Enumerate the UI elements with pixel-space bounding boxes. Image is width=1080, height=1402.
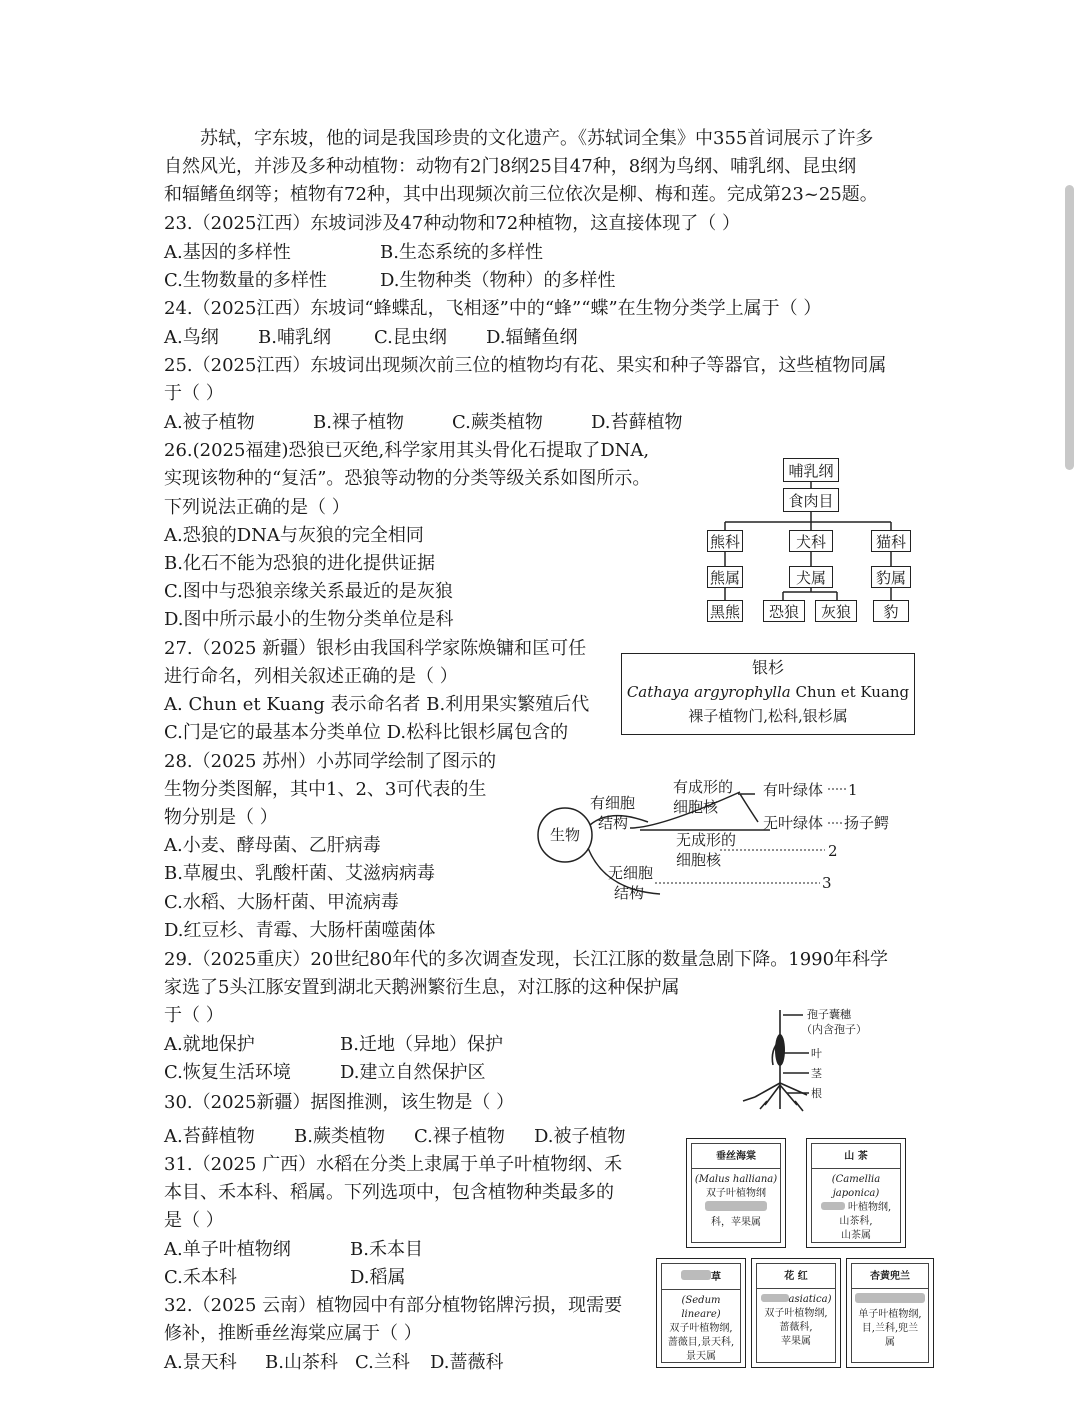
card3-smudge xyxy=(681,1270,711,1280)
q31-option-a: A.单子叶植物纲 xyxy=(164,1239,291,1260)
q23-option-c: C.生物数量的多样性 xyxy=(164,270,327,291)
q29-option-c: C.恢复生活环境 xyxy=(164,1062,291,1083)
q27-options-cd: C.门是它的最基本分类单位 D.松科比银杉属包含的 xyxy=(164,722,569,743)
plant-card-chuisihaitang xyxy=(686,1138,786,1248)
q24-stem: 24.（2025江西）东坡词“蜂蝶乱，飞相逐”中的“蜂”“蝶”在生物分类学上属于（ ） xyxy=(164,298,822,319)
tree-species-black-bear: 黑熊 xyxy=(707,600,743,622)
fern-diagram xyxy=(735,1005,875,1115)
q29-stem-1: 29.（2025重庆）20世纪80年代的多次调查发现，长江江豚的数量急剧下降。1990年科学 xyxy=(164,949,889,970)
q25-option-c: C.蕨类植物 xyxy=(452,412,543,433)
spore-label-2: （内含孢子） xyxy=(801,1023,867,1036)
card5-smudge xyxy=(855,1293,925,1303)
q29-stem-2: 家选了5头江豚安置到湖北天鹅洲繁衍生息，对江豚的这种保护属 xyxy=(164,977,680,998)
example-label: 扬子鳄 xyxy=(844,814,890,832)
intro-line-2: 自然风光，并涉及多种动植物：动物有2门8纲25目47种，8纲为鸟纲、哺乳纲、昆虫纲 xyxy=(164,156,857,177)
q26-stem-2: 实现该物种的“复活”。恐狼等动物的分类等级关系如图所示。 xyxy=(164,468,651,489)
q28-option-a: A.小麦、酵母菌、乙肝病毒 xyxy=(164,835,381,856)
nucleus-label-1: 有成形的 xyxy=(673,778,734,796)
q26-option-c: C.图中与恐狼亲缘关系最近的是灰狼 xyxy=(164,581,453,602)
yinshan-latin: Cathaya argyrophylla xyxy=(626,683,791,701)
q28-option-b: B.草履虫、乳酸杆菌、艾滋病病毒 xyxy=(164,863,435,884)
q28-stem-3: 物分别是（ ） xyxy=(164,807,278,828)
card1-smudge xyxy=(705,1201,767,1211)
q32-option-b: B.山茶科 xyxy=(265,1352,338,1373)
q31-option-b: B.禾本目 xyxy=(350,1239,423,1260)
card3-line1: 双子叶植物纲, xyxy=(669,1323,733,1334)
q26-option-d: D.图中所示最小的生物分类单位是科 xyxy=(164,609,454,630)
q29-stem-3: 于（ ） xyxy=(164,1005,224,1026)
card4-line2: 蔷薇科, xyxy=(779,1322,813,1333)
plant-card-xinghuang-doulan xyxy=(846,1258,934,1368)
q24-option-c: C.昆虫纲 xyxy=(374,327,447,348)
card5-line2: 目,兰科,兜兰 xyxy=(861,1323,919,1334)
q31-option-c: C.禾本科 xyxy=(164,1267,237,1288)
q25-stem-2: 于（ ） xyxy=(164,383,224,404)
card4-line1: 双子叶植物纲, xyxy=(764,1308,828,1319)
plant-card-sedum xyxy=(656,1258,746,1368)
q32-option-d: D.蔷薇科 xyxy=(430,1352,504,1373)
q27-stem-1: 27.（2025 新疆）银杉由我国科学家陈焕镛和匡可任 xyxy=(164,638,587,659)
tree-class-box: 哺乳纲 xyxy=(783,458,839,482)
q32-option-a: A.景天科 xyxy=(164,1352,237,1373)
intro-line-3: 和辐鳍鱼纲等；植物有72种，其中出现频次前三位依次是柳、梅和莲。完成第23~25题。 xyxy=(164,184,878,205)
card2-line3: 山茶属 xyxy=(841,1230,871,1241)
q29-option-d: D.建立自然保护区 xyxy=(340,1062,486,1083)
no-cell-label-1: 无细胞 xyxy=(608,864,654,882)
q28-option-d: D.红豆杉、青霉、大肠杆菌噬菌体 xyxy=(164,920,436,941)
yinshan-taxon: 裸子植物门,松科,银杉属 xyxy=(688,707,848,725)
q30-option-a: A.苔藓植物 xyxy=(164,1126,255,1147)
q32-stem-1: 32.（2025 云南）植物园中有部分植物铭牌污损，现需要 xyxy=(164,1295,623,1316)
q30-stem: 30.（2025新疆）据图推测，该生物是（ ） xyxy=(164,1092,515,1113)
card3-line2: 蔷薇目,景天科, xyxy=(667,1337,735,1348)
q29-option-a: A.就地保护 xyxy=(164,1034,255,1055)
q31-stem-1: 31.（2025 广西）水稻在分类上隶属于单子叶植物纲、禾 xyxy=(164,1154,623,1175)
card1-latin: (Malus halliana) xyxy=(694,1174,778,1185)
yinshan-label-box xyxy=(621,653,915,735)
page-scrollbar[interactable] xyxy=(1065,185,1074,470)
q26-option-b: B.化石不能为恐狼的进化提供证据 xyxy=(164,553,435,574)
organism-root-label: 生物 xyxy=(549,826,581,844)
q26-stem-1: 26.(2025福建)恐狼已灭绝,科学家用其头骨化石提取了DNA, xyxy=(164,440,650,461)
no-nucleus-label-1: 无成形的 xyxy=(676,831,737,849)
number-2-label: 2 xyxy=(828,842,838,860)
q32-stem-2: 修补，推断垂丝海棠应属于（ ） xyxy=(164,1323,422,1344)
spore-ear-shape xyxy=(775,1034,785,1066)
card5-line3: 属 xyxy=(885,1337,895,1348)
card2-line2: 山茶科, xyxy=(839,1216,873,1227)
q29-option-b: B.迁地（异地）保护 xyxy=(340,1034,503,1055)
tree-genus-bear: 熊属 xyxy=(707,566,743,588)
q23-option-a: A.基因的多样性 xyxy=(164,242,291,263)
q26-option-a: A.恐狼的DNA与灰狼的完全相同 xyxy=(164,525,424,546)
q25-option-d: D.苔藓植物 xyxy=(591,412,683,433)
q30-option-b: B.蕨类植物 xyxy=(294,1126,385,1147)
organism-classification-diagram xyxy=(530,770,910,920)
tree-genus-leopard: 豹属 xyxy=(871,566,911,588)
number-1-label: 1 xyxy=(848,781,858,799)
q26-stem-3: 下列说法正确的是（ ） xyxy=(164,497,350,518)
number-3-label: 3 xyxy=(822,874,832,892)
q25-stem-1: 25.（2025江西）东坡词出现频次前三位的植物均有花、果实和种子等器官，这些植物同属 xyxy=(164,355,887,376)
card5-line1: 单子叶植物纲, xyxy=(858,1309,922,1320)
root-label: 根 xyxy=(811,1087,822,1100)
tree-family-dog: 犬科 xyxy=(789,530,833,552)
q28-stem-2: 生物分类图解，其中1、2、3可代表的生 xyxy=(164,779,487,800)
no-cell-label-2: 结构 xyxy=(614,884,645,902)
plant-card-huahong xyxy=(751,1258,841,1368)
card5-name: 杏黄兜兰 xyxy=(870,1271,910,1282)
no-nucleus-label-2: 细胞核 xyxy=(676,851,722,869)
q24-option-a: A.鸟纲 xyxy=(164,327,219,348)
q23-option-b: B.生态系统的多样性 xyxy=(380,242,543,263)
q27-options-ab: A. Chun et Kuang 表示命名者 B.利用果实繁殖后代 xyxy=(164,694,590,715)
spore-label-1: 孢子囊穗 xyxy=(807,1008,851,1021)
card4-name: 花 红 xyxy=(784,1271,808,1282)
card1-name: 垂丝海棠 xyxy=(716,1151,756,1162)
tree-family-bear: 熊科 xyxy=(707,530,743,552)
q24-option-b: B.哺乳纲 xyxy=(258,327,331,348)
tree-species-leopard: 豹 xyxy=(873,600,909,622)
q30-option-d: D.被子植物 xyxy=(534,1126,626,1147)
q25-option-b: B.裸子植物 xyxy=(313,412,404,433)
tree-order-box: 食肉目 xyxy=(783,488,839,512)
q23-option-d: D.生物种类（物种）的多样性 xyxy=(380,270,616,291)
has-cell-label-1: 有细胞 xyxy=(590,794,636,812)
card2-latin: (Camellia japonica) xyxy=(831,1174,881,1199)
q30-option-c: C.裸子植物 xyxy=(414,1126,505,1147)
card1-line2: 科，苹果属 xyxy=(711,1217,761,1228)
card3-latin: (Sedum lineare) xyxy=(681,1295,721,1320)
tree-species-dire-wolf: 恐狼 xyxy=(763,600,805,622)
plant-card-shancha xyxy=(806,1138,906,1248)
chloroplast-label: 有叶绿体 xyxy=(763,781,824,799)
q23-stem: 23.（2025江西）东坡词涉及47种动物和72种植物，这直接体现了（ ） xyxy=(164,213,740,234)
q27-stem-2: 进行命名，列相关叙述正确的是（ ） xyxy=(164,666,458,687)
tree-species-grey-wolf: 灰狼 xyxy=(815,600,857,622)
card3-line3: 景天属 xyxy=(686,1351,716,1362)
yinshan-title: 银杉 xyxy=(751,658,784,677)
q32-option-c: C.兰科 xyxy=(355,1352,410,1373)
card3-name: 草 xyxy=(711,1272,721,1283)
has-cell-label-2: 结构 xyxy=(598,814,629,832)
q24-option-d: D.辐鳍鱼纲 xyxy=(486,327,578,348)
yinshan-author: Chun et Kuang xyxy=(795,683,910,701)
card1-line1: 双子叶植物纲 xyxy=(706,1188,766,1199)
tree-genus-dog: 犬属 xyxy=(789,566,833,588)
card2-smudge xyxy=(821,1202,845,1210)
q28-stem-1: 28.（2025 苏州）小苏同学绘制了图示的 xyxy=(164,751,497,772)
card4-line3: 苹果属 xyxy=(781,1336,811,1347)
q28-option-c: C.水稻、大肠杆菌、甲流病毒 xyxy=(164,892,399,913)
leaf-label: 叶 xyxy=(811,1047,822,1060)
q25-option-a: A.被子植物 xyxy=(164,412,255,433)
nucleus-label-2: 细胞核 xyxy=(673,798,719,816)
q31-option-d: D.稻属 xyxy=(350,1267,406,1288)
intro-line-1: 苏轼，字东坡，他的词是我国珍贵的文化遗产。《苏轼词全集》中355首词展示了许多 xyxy=(200,128,874,149)
card2-name: 山 茶 xyxy=(844,1151,868,1162)
no-chloroplast-label: 无叶绿体 xyxy=(763,814,824,832)
q31-stem-2: 本目、禾本科、稻属。下列选项中，包含植物种类最多的 xyxy=(164,1182,614,1203)
stem-label: 茎 xyxy=(811,1067,822,1080)
card2-line1: 叶植物纲, xyxy=(848,1202,892,1213)
card4-latin: asiatica) xyxy=(788,1294,832,1305)
card4-smudge xyxy=(761,1294,789,1302)
tree-family-cat: 猫科 xyxy=(871,530,911,552)
q31-stem-3: 是（ ） xyxy=(164,1210,224,1231)
